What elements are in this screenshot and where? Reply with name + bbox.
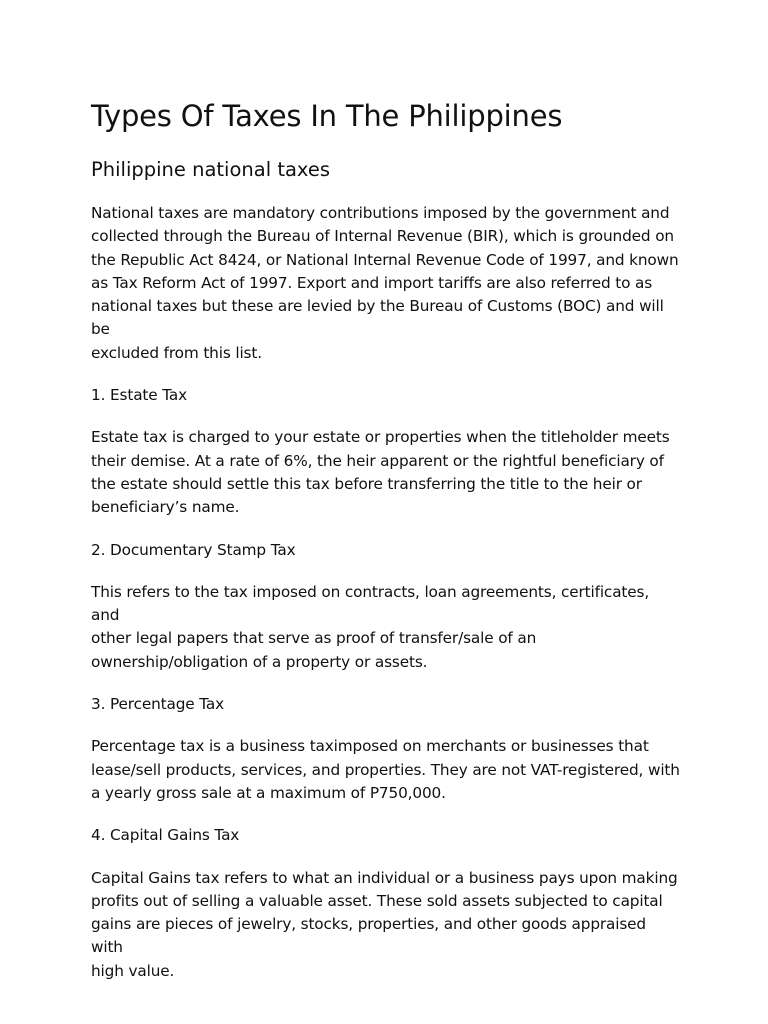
section-documentary-stamp-tax bbox=[91, 539, 680, 674]
section-heading: 2. Documentary Stamp Tax bbox=[91, 540, 296, 559]
document-title: Types Of Taxes In The Philippines bbox=[91, 99, 563, 133]
section-body: Estate tax is charged to your estate or properties when the titleholder meets their demise. At a rate of 6%, the heir apparent or the rightful beneficiary of the estate should settle this tax before transferring the title to the heir or beneficiary’s name. bbox=[91, 428, 670, 517]
section-body: Percentage tax is a business taximposed on merchants or businesses that lease/sell products, services, and properties. They are not VAT-registered, with a yearly gross sale at a maximum of P750,000. bbox=[91, 737, 680, 802]
section-capital-gains-tax bbox=[91, 824, 680, 983]
document-subtitle: Philippine national taxes bbox=[91, 158, 331, 181]
section-estate-tax bbox=[91, 384, 680, 519]
section-heading: 3. Percentage Tax bbox=[91, 695, 225, 714]
section-percentage-tax bbox=[91, 693, 680, 805]
intro-paragraph: National taxes are mandatory contributions imposed by the government and collected through the Bureau of Internal Revenue (BIR), which is grounded on the Republic Act 8424, or National Internal Revenue Code of 1997, and known as Tax Reform Act of 1997. Export and import tariffs are also referred to as national taxes but these are levied by the Bureau of Customs (BOC) and will be excluded from this list. bbox=[91, 204, 679, 362]
section-heading: 1. Estate Tax bbox=[91, 386, 188, 405]
section-body: This refers to the tax imposed on contracts, loan agreements, certificates, and other legal papers that serve as proof of transfer/sale of an ownership/obligation of a property or assets. bbox=[91, 582, 650, 671]
section-heading: 4. Capital Gains Tax bbox=[91, 826, 240, 845]
section-body: Capital Gains tax refers to what an individual or a business pays upon making profits out of selling a valuable asset. These sold assets subjected to capital gains are pieces of jewelry, stocks, properties, and other goods appraised with high value. bbox=[91, 868, 678, 980]
